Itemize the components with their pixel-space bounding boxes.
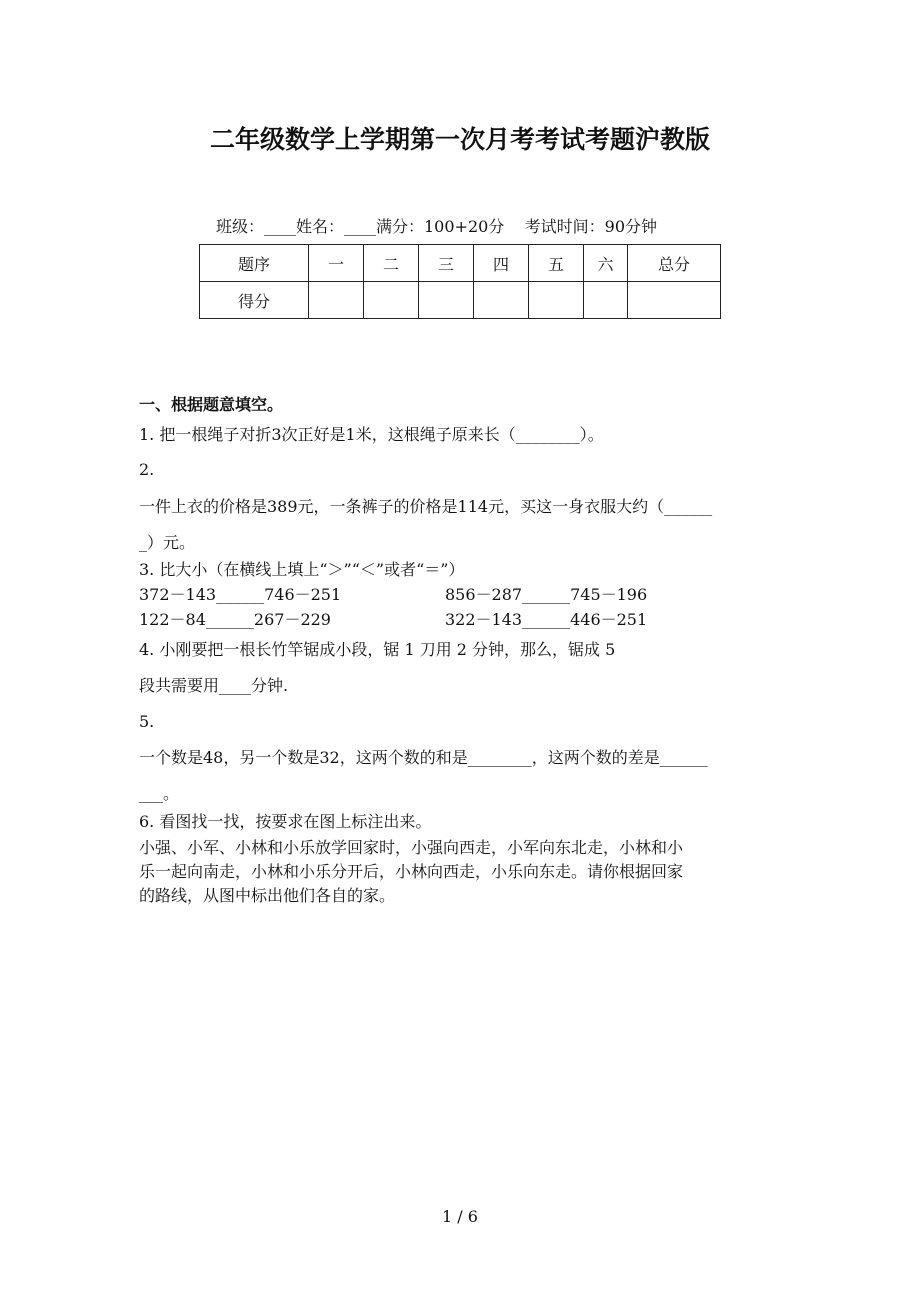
question-6-line: 乐一起向南走，小林和小乐分开后，小林向西走，小乐向东走。请你根据回家	[139, 862, 684, 881]
section-heading: 一、根据题意填空。	[139, 395, 284, 414]
question-3: 3. 比大小（在横线上填上“＞”“＜”或者“＝”）	[139, 560, 465, 579]
question-4-line: 4. 小刚要把一根长竹竿锯成小段，锯 1 刀用 2 分钟，那么，锯成 5	[139, 640, 616, 659]
score-table	[199, 244, 721, 319]
compare-item: 322－143______446－251	[445, 610, 648, 629]
table-header: 总分	[628, 245, 721, 282]
question-2-number: 2.	[139, 460, 155, 479]
compare-item: 372－143______746－251	[139, 585, 342, 604]
compare-item: 122－84______267－229	[139, 610, 331, 629]
score-cell[interactable]	[529, 282, 584, 319]
question-5-line: ___。	[139, 784, 180, 803]
table-header: 题序	[200, 245, 309, 282]
table-header: 五	[529, 245, 584, 282]
table-row	[200, 282, 721, 319]
question-2-line: _）元。	[139, 533, 196, 552]
compare-item: 856－287______745－196	[445, 585, 648, 604]
score-cell[interactable]	[364, 282, 419, 319]
table-row	[200, 245, 721, 282]
score-cell[interactable]	[474, 282, 529, 319]
question-5-number: 5.	[139, 712, 155, 731]
question-5-line: 一个数是48，另一个数是32，这两个数的和是________，这两个数的差是______	[139, 748, 708, 767]
row-label: 得分	[200, 282, 309, 319]
table-header: 一	[309, 245, 364, 282]
score-cell[interactable]	[584, 282, 628, 319]
exam-info: 班级：____姓名：____满分：100+20分 考试时间：90分钟	[216, 217, 658, 236]
score-cell[interactable]	[419, 282, 474, 319]
table-header: 六	[584, 245, 628, 282]
question-6-line: 小强、小军、小林和小乐放学回家时，小强向西走，小军向东北走，小林和小	[139, 838, 684, 857]
question-2-line: 一件上衣的价格是389元，一条裤子的价格是114元，买这一身衣服大约（______	[139, 497, 713, 516]
table-header: 二	[364, 245, 419, 282]
question-1: 1. 把一根绳子对折3次正好是1米，这根绳子原来长（________）。	[139, 425, 604, 444]
question-4-line: 段共需要用____分钟.	[139, 676, 289, 695]
question-6-line: 6. 看图找一找，按要求在图上标注出来。	[139, 812, 432, 831]
page-number: 1 / 6	[442, 1207, 478, 1226]
table-header: 三	[419, 245, 474, 282]
page-title: 二年级数学上学期第一次月考考试考题沪教版	[209, 125, 710, 154]
score-cell[interactable]	[628, 282, 721, 319]
score-cell[interactable]	[309, 282, 364, 319]
table-header: 四	[474, 245, 529, 282]
question-6-line: 的路线，从图中标出他们各自的家。	[139, 886, 396, 905]
